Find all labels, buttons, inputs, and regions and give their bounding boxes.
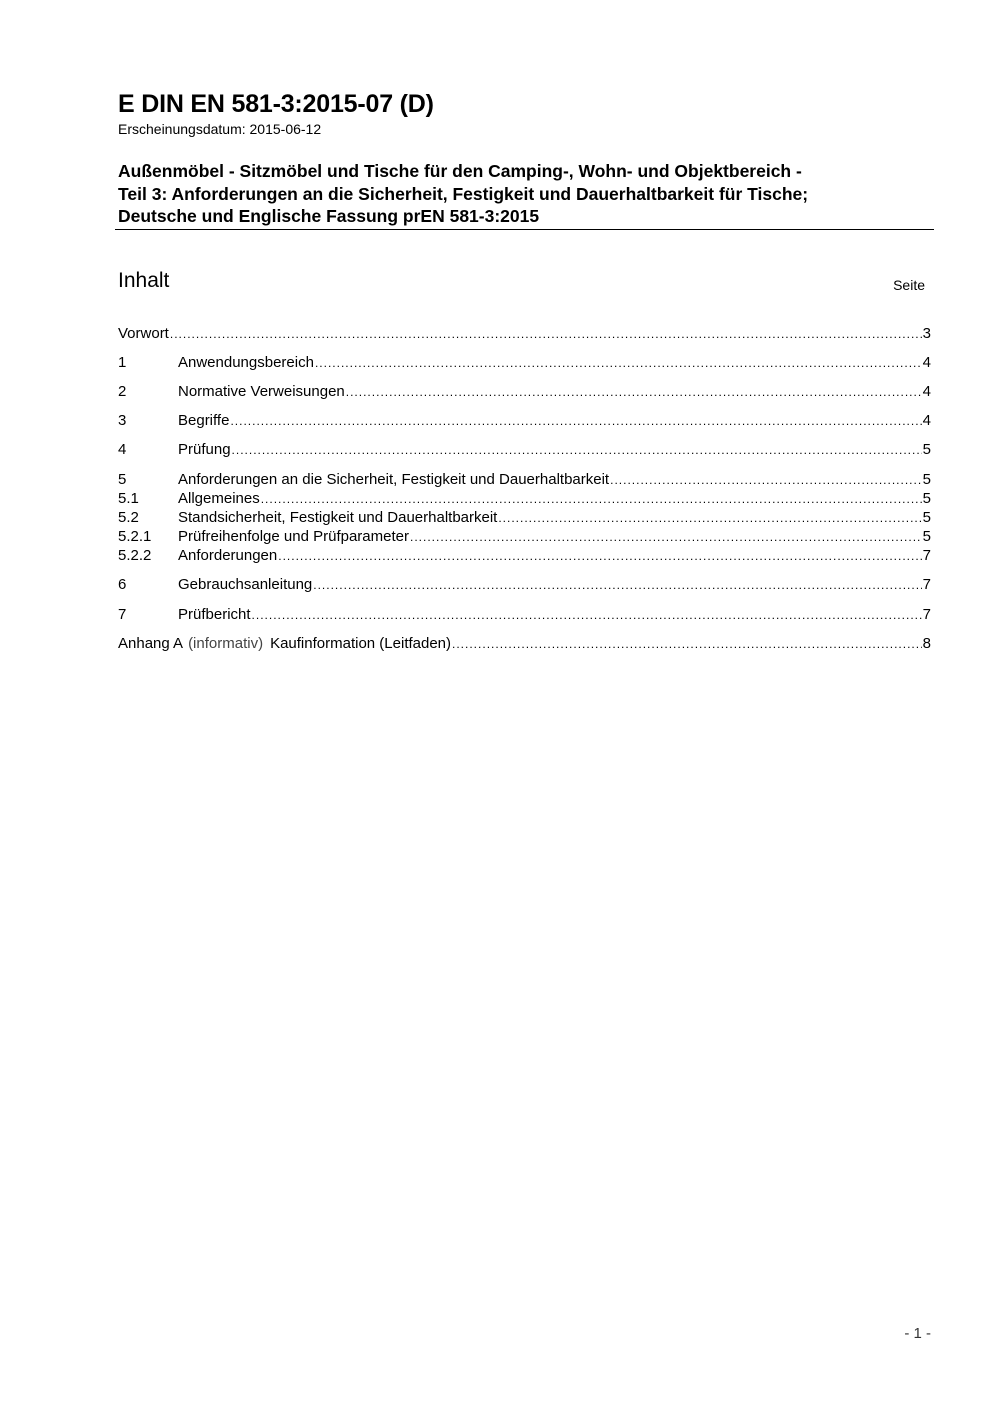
toc-section-number: 5.2.1	[118, 528, 152, 545]
title-divider	[115, 229, 934, 230]
page-number: - 1 -	[904, 1325, 931, 1342]
toc-entry-text: Allgemeines	[178, 490, 260, 507]
page-column-label: Seite	[893, 277, 925, 293]
toc-entry-text: Anwendungsbereich	[178, 354, 314, 371]
toc-page-number: 7	[922, 606, 931, 623]
toc-entry-5-1[interactable]	[118, 489, 931, 508]
toc-dot-leader	[346, 382, 922, 402]
toc-dot-leader	[232, 440, 922, 460]
toc-entry-text: Prüfung	[178, 441, 231, 458]
toc-entry-text: Kaufinformation (Leitfaden)	[270, 635, 452, 652]
toc-section-number: 4	[118, 441, 127, 458]
toc-dot-leader	[313, 575, 921, 595]
toc-page-number: 5	[922, 471, 931, 488]
toc-section-number: 3	[118, 412, 127, 429]
toc-section-number: 2	[118, 383, 127, 400]
toc-page-number: 4	[922, 412, 931, 429]
toc-dot-leader	[452, 634, 922, 654]
toc-entry-text: Gebrauchsanleitung	[178, 576, 313, 593]
toc-entry-1[interactable]	[118, 353, 931, 372]
toc-entry-text: Begriffe	[178, 412, 230, 429]
toc-dot-leader	[252, 605, 922, 625]
toc-page-number: 5	[922, 490, 931, 507]
title-line: Außenmöbel - Sitzmöbel und Tische für den Camping-, Wohn- und Objektbereich -	[118, 161, 802, 181]
publication-date: Erscheinungsdatum: 2015-06-12	[118, 121, 322, 137]
toc-entry-7[interactable]	[118, 605, 931, 624]
toc-page-number: 3	[922, 325, 931, 342]
toc-entry-5-2[interactable]	[118, 508, 931, 527]
toc-page-number: 5	[922, 441, 931, 458]
toc-entry-annex-a[interactable]	[118, 634, 931, 653]
toc-entry-text: Anforderungen	[178, 547, 278, 564]
toc-dot-leader	[230, 411, 921, 431]
toc-dot-leader	[498, 508, 921, 528]
toc-entry-text: Normative Verweisungen	[178, 383, 345, 400]
toc-dot-leader	[315, 353, 922, 373]
toc-page-number: 8	[922, 635, 931, 652]
toc-annex-label: Anhang A	[118, 635, 184, 652]
toc-entry-6[interactable]	[118, 575, 931, 594]
toc-page-number: 4	[922, 383, 931, 400]
toc-page-number: 4	[922, 354, 931, 371]
toc-entry-5-2-2[interactable]	[118, 546, 931, 565]
toc-page-number: 5	[922, 509, 931, 526]
toc-section-number: 1	[118, 354, 127, 371]
toc-page-number: 7	[922, 547, 931, 564]
toc-dot-leader	[278, 546, 921, 566]
toc-annex-informative: (informativ)	[188, 635, 264, 652]
document-title	[118, 160, 918, 228]
toc-dot-leader	[170, 324, 922, 344]
toc-section-number: 6	[118, 576, 127, 593]
toc-entry-vorwort[interactable]	[118, 324, 931, 343]
toc-section-number: 7	[118, 606, 127, 623]
toc-entry-text: Standsicherheit, Festigkeit und Dauerhaltbarkeit	[178, 509, 498, 526]
contents-heading: Inhalt	[118, 269, 170, 292]
title-line: Teil 3: Anforderungen an die Sicherheit, Festigkeit und Dauerhaltbarkeit für Tische;	[118, 183, 809, 204]
toc-entry-text: Prüfbericht	[178, 606, 251, 623]
toc-section-number: 5	[118, 471, 127, 488]
title-line: Deutsche und Englische Fassung prEN 581-3:2015	[118, 206, 540, 226]
toc-section-number: 5.2.2	[118, 547, 152, 564]
toc-dot-leader	[610, 470, 922, 490]
document-id: E DIN EN 581-3:2015-07 (D)	[118, 90, 434, 118]
toc-section-number: 5.1	[118, 490, 139, 507]
toc-entry-text: Vorwort	[118, 325, 169, 342]
toc-entry-text: Anforderungen an die Sicherheit, Festigkeit und Dauerhaltbarkeit	[178, 471, 610, 488]
toc-dot-leader	[261, 489, 922, 509]
toc-entry-5-2-1[interactable]	[118, 527, 931, 546]
toc-entry-4[interactable]	[118, 440, 931, 459]
toc-dot-leader	[410, 527, 922, 547]
toc-section-number: 5.2	[118, 509, 139, 526]
toc-entry-text: Prüfreihenfolge und Prüfparameter	[178, 528, 409, 545]
toc-entry-5[interactable]	[118, 470, 931, 489]
toc-page-number: 5	[922, 528, 931, 545]
toc-page-number: 7	[922, 576, 931, 593]
toc-entry-3[interactable]	[118, 411, 931, 430]
toc-entry-2[interactable]	[118, 382, 931, 401]
